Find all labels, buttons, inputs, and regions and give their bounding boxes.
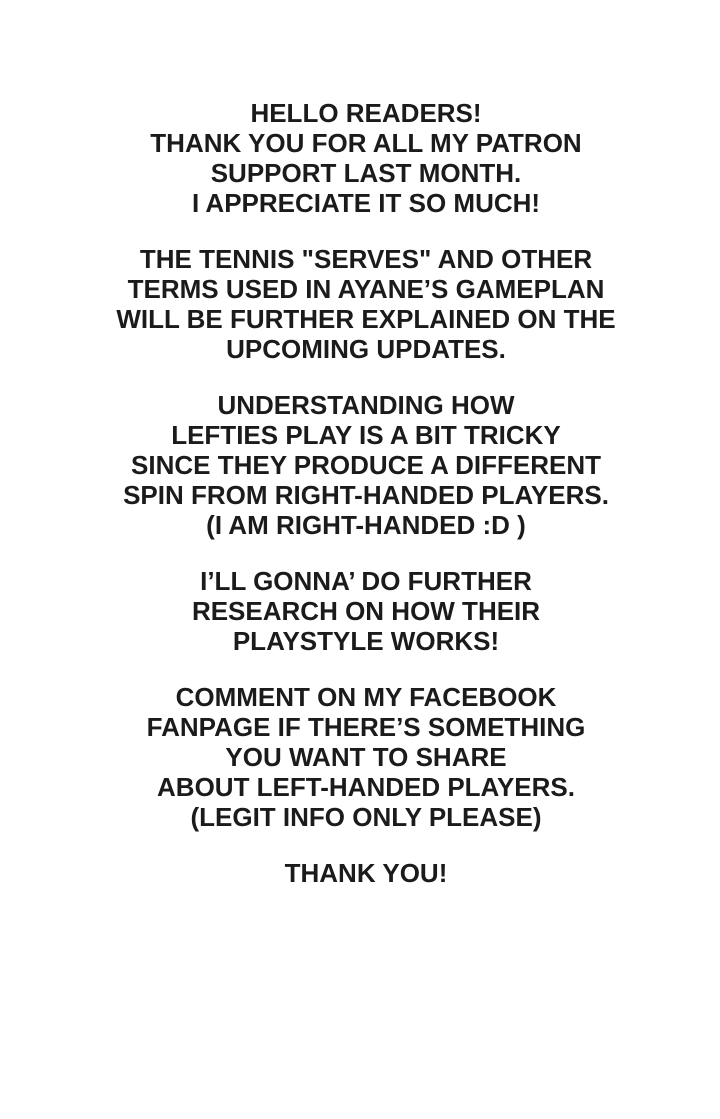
note-line: THANK YOU!: [284, 858, 448, 888]
note-paragraph-lefties: [6, 390, 720, 540]
note-line: (I AM RIGHT-HANDED :D ): [206, 510, 526, 540]
note-line: TERMS USED IN AYANE’S GAMEPLAN: [127, 274, 605, 304]
note-line: SINCE THEY PRODUCE A DIFFERENT: [131, 450, 601, 480]
note-line: FANPAGE IF THERE’S SOMETHING: [146, 712, 586, 742]
note-line: COMMENT ON MY FACEBOOK: [175, 682, 557, 712]
note-line: I APPRECIATE IT SO MUCH!: [191, 188, 541, 218]
note-line: SUPPORT LAST MONTH.: [210, 158, 522, 188]
note-line: SPIN FROM RIGHT-HANDED PLAYERS.: [123, 480, 609, 510]
note-line: THANK YOU FOR ALL MY PATRON: [150, 128, 582, 158]
note-line: (LEGIT INFO ONLY PLEASE): [190, 802, 542, 832]
note-line: PLAYSTYLE WORKS!: [232, 626, 500, 656]
note-line: LEFTIES PLAY IS A BIT TRICKY: [171, 420, 561, 450]
note-line: ABOUT LEFT-HANDED PLAYERS.: [157, 772, 575, 802]
note-line: I’LL GONNA’ DO FURTHER: [200, 566, 532, 596]
note-paragraph-thanks: [6, 858, 720, 888]
note-line: HELLO READERS!: [250, 98, 482, 128]
note-line: UNDERSTANDING HOW: [217, 390, 515, 420]
note-paragraph-greeting: [6, 98, 720, 218]
note-paragraph-tennis-terms: [6, 244, 720, 364]
note-line: YOU WANT TO SHARE: [225, 742, 507, 772]
note-line: RESEARCH ON HOW THEIR: [191, 596, 541, 626]
note-line: UPCOMING UPDATES.: [226, 334, 506, 364]
note-line: THE TENNIS "SERVES" AND OTHER: [139, 244, 593, 274]
author-note: [6, 98, 720, 914]
note-paragraph-facebook: [6, 682, 720, 832]
note-paragraph-research: [6, 566, 720, 656]
note-line: WILL BE FURTHER EXPLAINED ON THE: [116, 304, 616, 334]
